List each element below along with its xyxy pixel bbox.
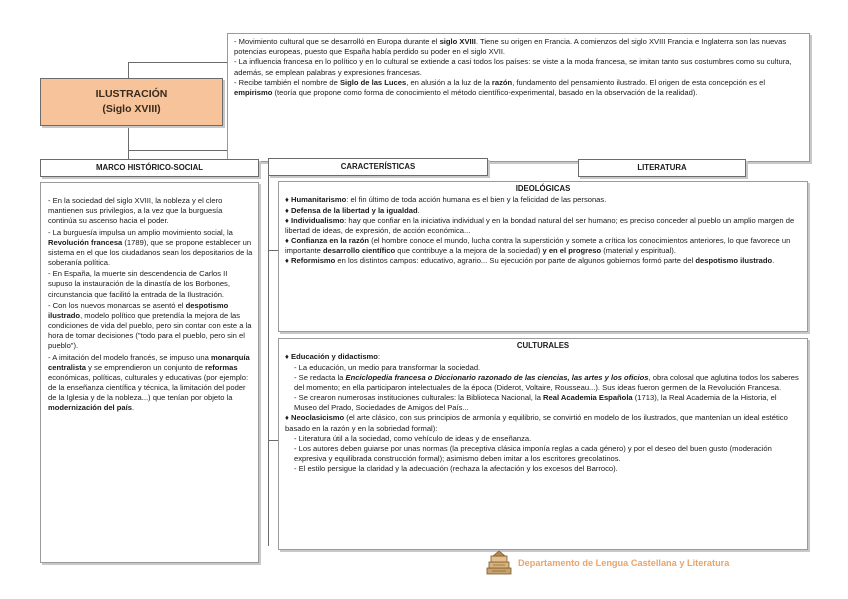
ideologicas-item xyxy=(285,256,801,266)
bold-term: monarquía centralista xyxy=(48,352,250,372)
text-run: : xyxy=(377,352,381,362)
header-literatura: LITERATURA xyxy=(578,159,746,177)
bold-term: empirismo xyxy=(234,87,273,97)
text-run: , obra colosal que aglutina todos los saberes del momento; en ella participaron intelectuales de la época (Diderot, Voltaire, Rousseau...). Sus ideas fueron germen de la Revolución Francesa. xyxy=(294,372,799,392)
text-run: ♦ xyxy=(285,413,291,423)
text-run: , fundamento del pensamiento ilustrado. El origen de esta concepción es el xyxy=(512,77,766,87)
text-run: , modelo político que pretendía la mejora de las condiciones de vida del pueblo, pero sin contar con este a la hora de tomar decisiones ("todo para el pueblo, pero sin el pueblo"). xyxy=(48,310,252,351)
text-run: : hay que confiar en la iniciativa individual y en la bondad natural del ser humano; es preciso conceder al pueblo un amplio margen de libertad de ideas, de expresión, de acción económica... xyxy=(285,215,795,235)
bold-term: Siglo de las Luces xyxy=(339,77,407,87)
text-run: (1713), la Real Academia de la Historia, el Museo del Prado, Sociedades de Amigos del País... xyxy=(294,393,777,413)
intro-paragraph xyxy=(234,57,803,77)
footer-department-text: Departamento de Lengua Castellana y Literatura xyxy=(518,557,730,568)
connector-title-down xyxy=(128,126,129,150)
text-run: . xyxy=(772,256,775,266)
bracket-tick-culturales xyxy=(268,440,278,441)
characteristics-bracket xyxy=(268,176,269,546)
ideologicas-item xyxy=(285,195,801,205)
header-marco-historico: MARCO HISTÓRICO-SOCIAL xyxy=(40,159,259,177)
text-run: ♦ xyxy=(285,256,291,266)
text-run: - Literatura útil a la sociedad, como vehículo de ideas y de enseñanza. xyxy=(294,433,532,443)
bold-term: siglo XVIII xyxy=(439,37,476,46)
text-run: - La influencia francesa en lo político y en lo cultural se extiende a casi todos los países: se viste a la moda francesa, se imitan tanto sus costumbres como su cultura, además, se emplean palabras y expresiones francesas. xyxy=(234,57,792,77)
text-run: - El estilo persigue la claridad y la adecuación (rechaza la afectación y los excesos del Barroco). xyxy=(294,464,618,474)
culturales-heading: CULTURALES xyxy=(516,341,570,350)
text-run: ♦ xyxy=(285,205,291,215)
connector-intro-vertical xyxy=(128,62,129,78)
text-run: - Movimiento cultural que se desarrolló en Europa durante el xyxy=(234,37,440,46)
marco-paragraph xyxy=(48,353,253,414)
culturales-item xyxy=(285,393,801,413)
text-run: ♦ xyxy=(285,236,291,246)
text-run: (1789), que se propone establecer un sistema en el que los ciudadanos sean los depositarios de la soberanía política. xyxy=(48,237,253,268)
bold-term: Confianza en la razón xyxy=(291,236,370,246)
text-run: ♦ xyxy=(285,352,291,362)
text-run: y se emprendieron un conjunto de xyxy=(86,362,206,372)
ideologicas-box xyxy=(278,181,808,332)
text-run: (material y espiritual). xyxy=(601,246,676,256)
ideologicas-item xyxy=(285,206,801,216)
text-run: - Los autores deben guiarse por unas normas (la preceptiva clásica imponía reglas a cada género) y por el deseo del buen gusto (moderación expresiva y equilibrada construcción formal); asimismo deben imitar a los escritores grecolatinos. xyxy=(294,443,772,464)
marco-paragraph xyxy=(48,301,253,352)
text-run: en los distintos campos: educativo, agrario... Su ejecución por parte de algunos gobiernos formó parte del xyxy=(335,256,696,266)
bold-term: despotismo ilustrado xyxy=(48,300,229,320)
bold-term: razón xyxy=(491,77,513,87)
text-run: - La burguesía impulsa un amplio movimiento social, la xyxy=(48,227,233,237)
culturales-item xyxy=(285,363,801,373)
marco-paragraph xyxy=(48,269,253,300)
text-run: - Con los nuevos monarcas se asentó el xyxy=(48,300,186,310)
text-run: ♦ xyxy=(285,195,291,205)
culturales-item xyxy=(285,413,801,433)
bold-term: Neoclasicismo xyxy=(291,413,345,423)
bold-term: reformas xyxy=(205,362,238,372)
text-run: (el arte clásico, con sus principios de armonía y equilibrio, se convirtió en modelo de los ilustrados, que mantenían un ideal estético basado en la razón y en la sobriedad formal): xyxy=(285,413,788,433)
text-run: - A imitación del modelo francés, se impuso una xyxy=(48,352,211,362)
title-box xyxy=(40,78,223,126)
connector-intro-horizontal xyxy=(128,62,227,63)
text-run: - Recibe también el nombre de xyxy=(234,77,340,87)
text-run: . xyxy=(417,205,420,215)
intro-paragraph xyxy=(234,37,803,57)
ideologicas-item xyxy=(285,236,801,256)
page-subtitle: (Siglo XVIII) xyxy=(102,103,161,115)
culturales-item xyxy=(285,444,801,464)
text-run: - En España, la muerte sin descendencia de Carlos II supuso la instauración de la dinastía de los Borbones, circunstancia que facilitó la entrada de la Ilustración. xyxy=(48,269,230,299)
page-title: ILUSTRACIÓN xyxy=(95,87,168,100)
connector-marco-drop xyxy=(128,150,129,159)
text-run: ♦ xyxy=(285,215,291,225)
ideologicas-item xyxy=(285,216,801,236)
bold-term: Real Academia Española xyxy=(543,393,633,403)
marco-historico-box xyxy=(40,182,259,563)
bold-term: desarrollo científico xyxy=(323,246,396,256)
bold-term: despotismo ilustrado xyxy=(695,256,773,266)
bold-term: Revolución francesa xyxy=(48,237,123,247)
culturales-item xyxy=(285,464,801,474)
culturales-item xyxy=(285,434,801,444)
culturales-box xyxy=(278,338,808,550)
culturales-item xyxy=(285,352,801,362)
bold-term: Educación y didactismo xyxy=(291,352,378,362)
bold-term: Enciclopedia francesa o Diccionario razonado de las ciencias, las artes y los oficios xyxy=(345,372,649,382)
bold-term: Defensa de la libertad y la igualdad xyxy=(291,205,418,215)
text-run: - La educación, un medio para transformar la sociedad. xyxy=(294,362,481,372)
text-run: . Tiene su origen en Francia. A comienzos del siglo XVIII Francia e Inglaterra son las nuevas potencias europeas, puesto que España había perdido su poder en el siglo XVII. xyxy=(234,37,787,57)
ideologicas-heading: IDEOLÓGICAS xyxy=(515,184,571,193)
marco-paragraph xyxy=(48,196,253,227)
bracket-tick-ideologicas xyxy=(268,250,278,251)
bold-term: Humanitarismo xyxy=(291,195,347,205)
bold-term: y en el progreso xyxy=(542,246,602,256)
text-run: , en alusión a la luz de la xyxy=(406,77,492,87)
culturales-item xyxy=(285,373,801,393)
intro-box xyxy=(227,33,810,162)
text-run: económicas, políticas, culturales y educativas (por ejemplo: de la enseñanza científica y técnica, la limitación del poder de la Iglesia y de la nobleza...) que tenían por objeto la xyxy=(48,372,249,403)
header-caracteristicas: CARACTERÍSTICAS xyxy=(268,158,488,176)
intro-paragraph xyxy=(234,78,803,98)
bold-term: Individualismo xyxy=(291,215,345,225)
marco-paragraph xyxy=(48,228,253,269)
book-stack-icon xyxy=(484,549,514,577)
text-run: - Se crearon numerosas instituciones culturales: la Biblioteca Nacional, la xyxy=(294,393,544,403)
text-run: (teoría que propone como forma de conocimiento el método científico-experimental, basado en la observación de la realidad). xyxy=(272,87,698,97)
bold-term: modernización del país xyxy=(48,403,132,413)
bold-term: Reformismo xyxy=(291,256,336,266)
text-run: que contribuye a la mejora de la sociedad) xyxy=(395,246,543,256)
footer xyxy=(484,548,794,578)
text-run: . xyxy=(131,403,135,413)
text-run: : el fin último de toda acción humana es el bien y la felicidad de las personas. xyxy=(346,195,607,205)
text-run: - En la sociedad del siglo XVIII, la nobleza y el clero mantienen sus privilegios, a la vez que la burguesía continúa su ascenso hacia el poder. xyxy=(48,196,223,226)
text-run: (el hombre conoce el mundo, lucha contra la superstición y somete a crítica los conocimientos anteriores, lo que favorece un importante xyxy=(285,236,791,256)
text-run: - Se redacta la xyxy=(294,372,346,382)
